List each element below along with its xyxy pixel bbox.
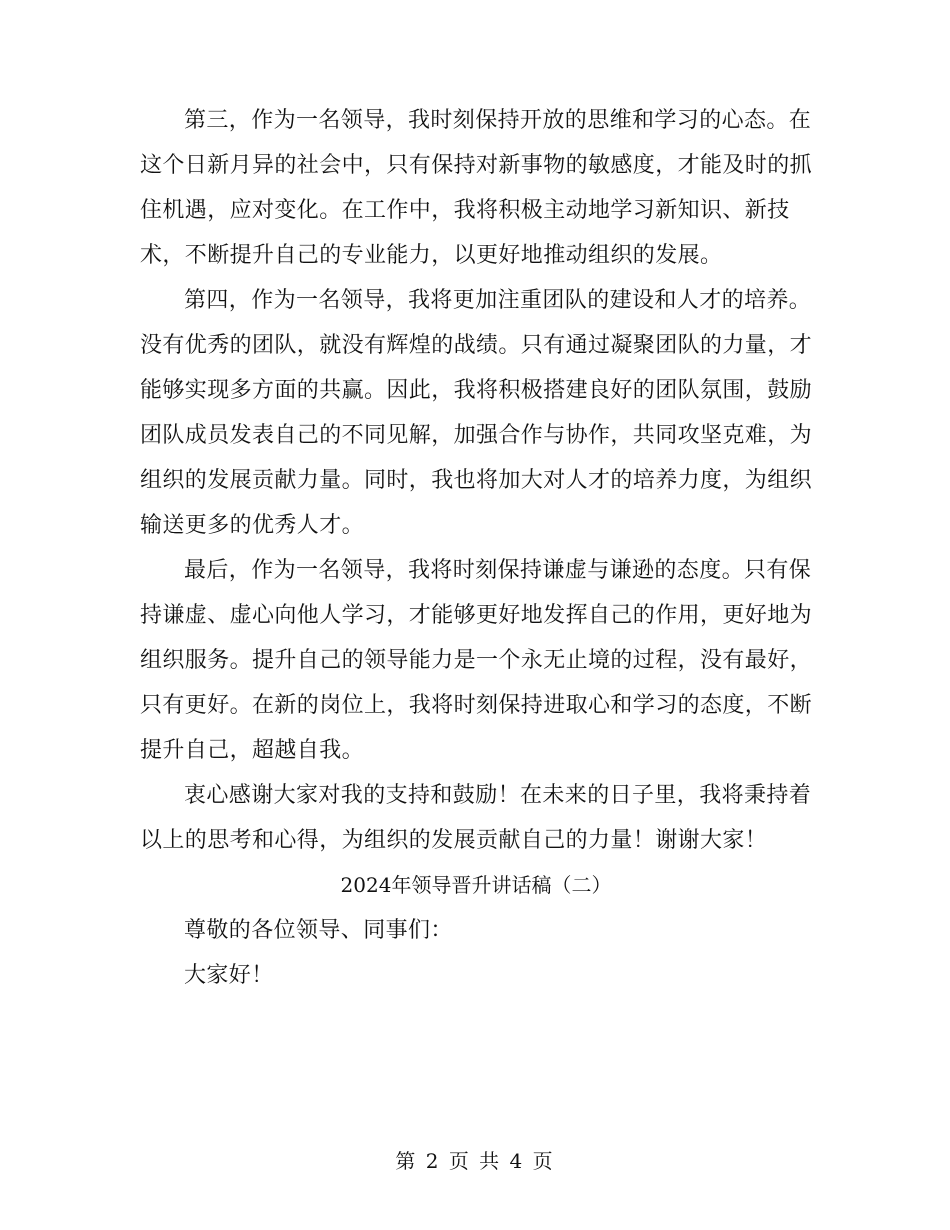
text-line: 团队成员发表自己的不同见解，加强合作与协作，共同攻坚克难，为 bbox=[140, 423, 813, 448]
text-line: 持谦虚、虚心向他人学习，才能够更好地发挥自己的作用，更好地为 bbox=[140, 603, 813, 628]
page-number-footer: 第 2 页 共 4 页 bbox=[395, 1149, 555, 1173]
text-line: 输送更多的优秀人才。 bbox=[140, 513, 365, 538]
text-line: 衷心感谢大家对我的支持和鼓励！在未来的日子里，我将秉持着 bbox=[184, 783, 812, 808]
text-line: 能够实现多方面的共赢。因此，我将积极搭建良好的团队氛围，鼓励 bbox=[140, 378, 813, 403]
paragraph-final-point bbox=[140, 548, 812, 773]
paragraph-thanks bbox=[140, 773, 812, 863]
text-line: 第三，作为一名领导，我时刻保持开放的思维和学习的心态。在 bbox=[184, 108, 812, 133]
text-line: 术，不断提升自己的专业能力，以更好地推动组织的发展。 bbox=[140, 243, 723, 268]
document-body bbox=[140, 98, 812, 998]
paragraph-third-point bbox=[140, 98, 812, 278]
text-line: 尊敬的各位领导、同事们： bbox=[184, 918, 453, 943]
section-title: 2024年领导晋升讲话稿（二） bbox=[340, 873, 612, 897]
text-line: 以上的思考和心得，为组织的发展贡献自己的力量！谢谢大家！ bbox=[140, 828, 768, 853]
text-line: 大家好！ bbox=[184, 963, 274, 988]
paragraph-fourth-point bbox=[140, 278, 812, 548]
text-line: 提升自己，超越自我。 bbox=[140, 738, 365, 763]
text-line: 没有优秀的团队，就没有辉煌的战绩。只有通过凝聚团队的力量，才 bbox=[140, 333, 813, 358]
text-line: 第四，作为一名领导，我将更加注重团队的建设和人才的培养。 bbox=[184, 288, 812, 313]
text-line: 组织的发展贡献力量。同时，我也将加大对人才的培养力度，为组织 bbox=[140, 468, 813, 493]
greeting bbox=[140, 953, 812, 998]
text-line: 最后，作为一名领导，我将时刻保持谦虚与谦逊的态度。只有保 bbox=[184, 558, 812, 583]
text-line: 只有更好。在新的岗位上，我将时刻保持进取心和学习的态度，不断 bbox=[140, 693, 813, 718]
salutation bbox=[140, 908, 812, 953]
text-line: 住机遇，应对变化。在工作中，我将积极主动地学习新知识、新技 bbox=[140, 198, 790, 223]
text-line: 组织服务。提升自己的领导能力是一个永无止境的过程，没有最好， bbox=[140, 648, 813, 673]
text-line: 这个日新月异的社会中，只有保持对新事物的敏感度，才能及时的抓 bbox=[140, 153, 813, 178]
